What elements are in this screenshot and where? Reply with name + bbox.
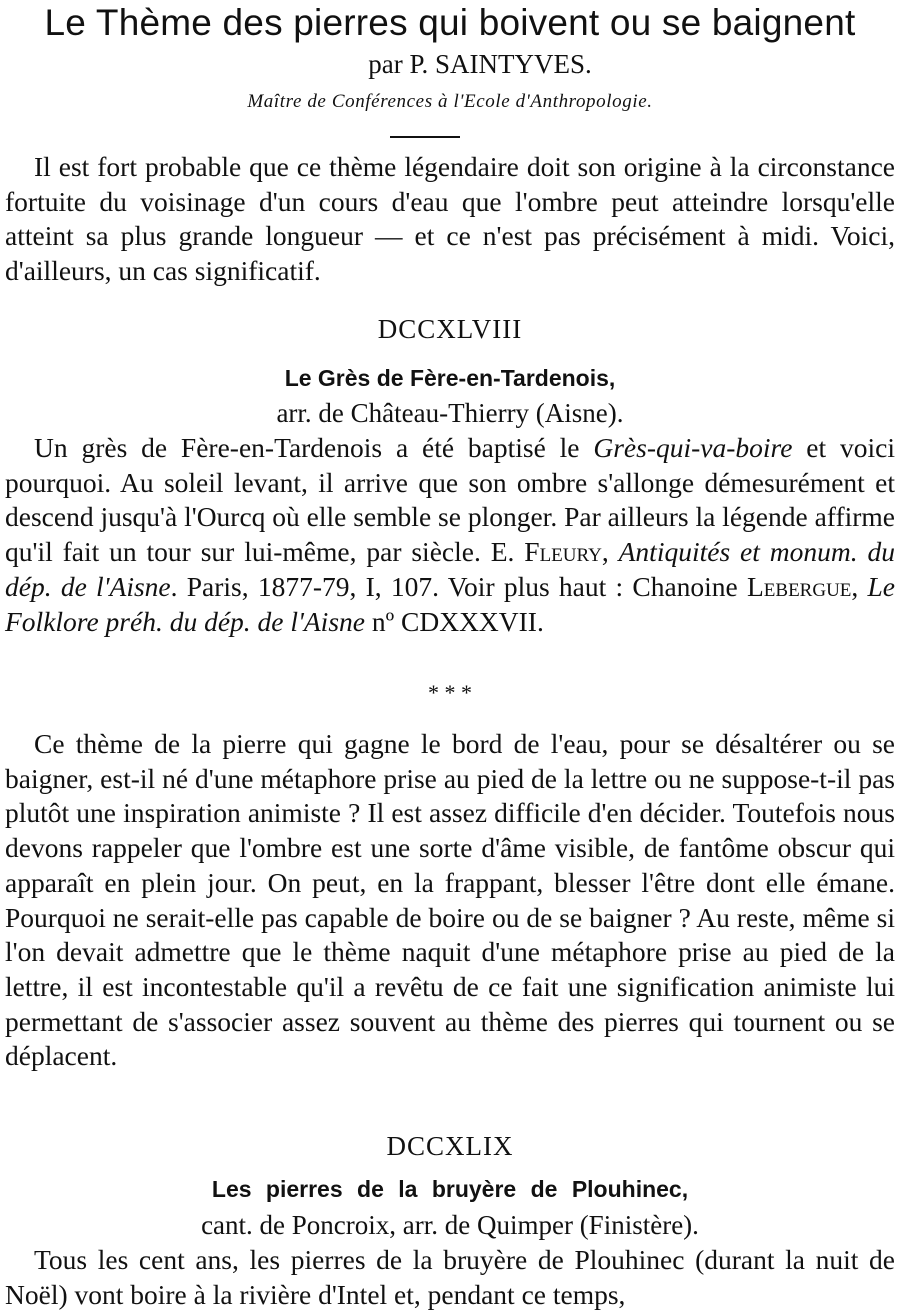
article-title: Le Thème des pierres qui boivent ou se baignent [44, 2, 856, 43]
cited-author: Fleury [524, 536, 602, 568]
body-text: , [601, 536, 619, 568]
body-text: . Paris, 1877-79, I, 107. Voir plus haut : Chanoine [170, 570, 747, 602]
cited-work: Antiquités et monum. du dép. de l'Aisne [5, 536, 895, 602]
entry-number: DCCXLVIII [377, 314, 523, 344]
body-text: nº CDXXXVII. [364, 605, 544, 637]
entry-heading: Le Grès de Fère-en-Tardenois, [284, 365, 616, 391]
title-rule [390, 136, 460, 138]
section-separator: * * * [428, 680, 472, 705]
entry-location: arr. de Château-Thierry (Aisne). [276, 398, 624, 428]
intro-paragraph: Il est fort probable que ce thème légendaire doit son origine à la circonstance fortuite du voisinage d'un cours d'eau que l'ombre peut atteindre lorsqu'elle atteint sa plus grande longueur — et ce n'est pas précisément à midi. Voici, d'ailleurs, un cas significatif. [5, 151, 895, 287]
body-text: et voici pourquoi. Au soleil levant, il arrive que son ombre s'allonge démesurément et descend jusqu'à l'Ourcq où elle semble se plonger. Par ailleurs la légende affirme qu'il fait un tour sur lui-même, par siècle. E. [5, 432, 895, 568]
article-author: par P. SAINTYVES. [368, 49, 592, 79]
cited-work: Le Folklore préh. du dép. de l'Aisne [5, 570, 896, 637]
stone-name: Grès-qui-va-boire [593, 432, 793, 463]
entry-number: DCCXLIX [386, 1131, 514, 1161]
entry-body [5, 431, 895, 639]
cited-author: Lebergue [747, 570, 852, 602]
author-affiliation: Maître de Conférences à l'Ecole d'Anthropologie. [247, 91, 653, 112]
entry-location: cant. de Poncroix, arr. de Quimper (Finistère). [201, 1210, 699, 1240]
entry-heading: Les pierres de la bruyère de Plouhinec, [211, 1176, 689, 1202]
body-text: Un grès de Fère-en-Tardenois a été baptisé le [34, 432, 594, 463]
body-text: , [851, 570, 868, 602]
entry-body: Tous les cent ans, les pierres de la bruyère de Plouhinec (durant la nuit de Noël) vont boire à la rivière d'Intel et, pendant ce temps, [5, 1244, 895, 1310]
discussion-paragraph: Ce thème de la pierre qui gagne le bord de l'eau, pour se désaltérer ou se baigner, est-il né d'une métaphore prise au pied de la lettre ou ne suppose-t-il pas plutôt une inspiration animiste ? Il est assez difficile d'en décider. Toutefois nous devons rappeler que l'ombre est une sorte d'âme visible, de fantôme obscur qui apparaît en plein jour. On peut, en la frappant, blesser l'être dont elle émane. Pourquoi ne serait-elle pas capable de boire ou de se baigner ? Au reste, même si l'on devait admettre que le thème naquit d'une métaphore prise au pied de la lettre, il est incontestable qu'il a revêtu de ce fait une signification animiste lui permettant de s'associer assez souvent au thème des pierres qui tournent ou se déplacent. [5, 728, 895, 1072]
